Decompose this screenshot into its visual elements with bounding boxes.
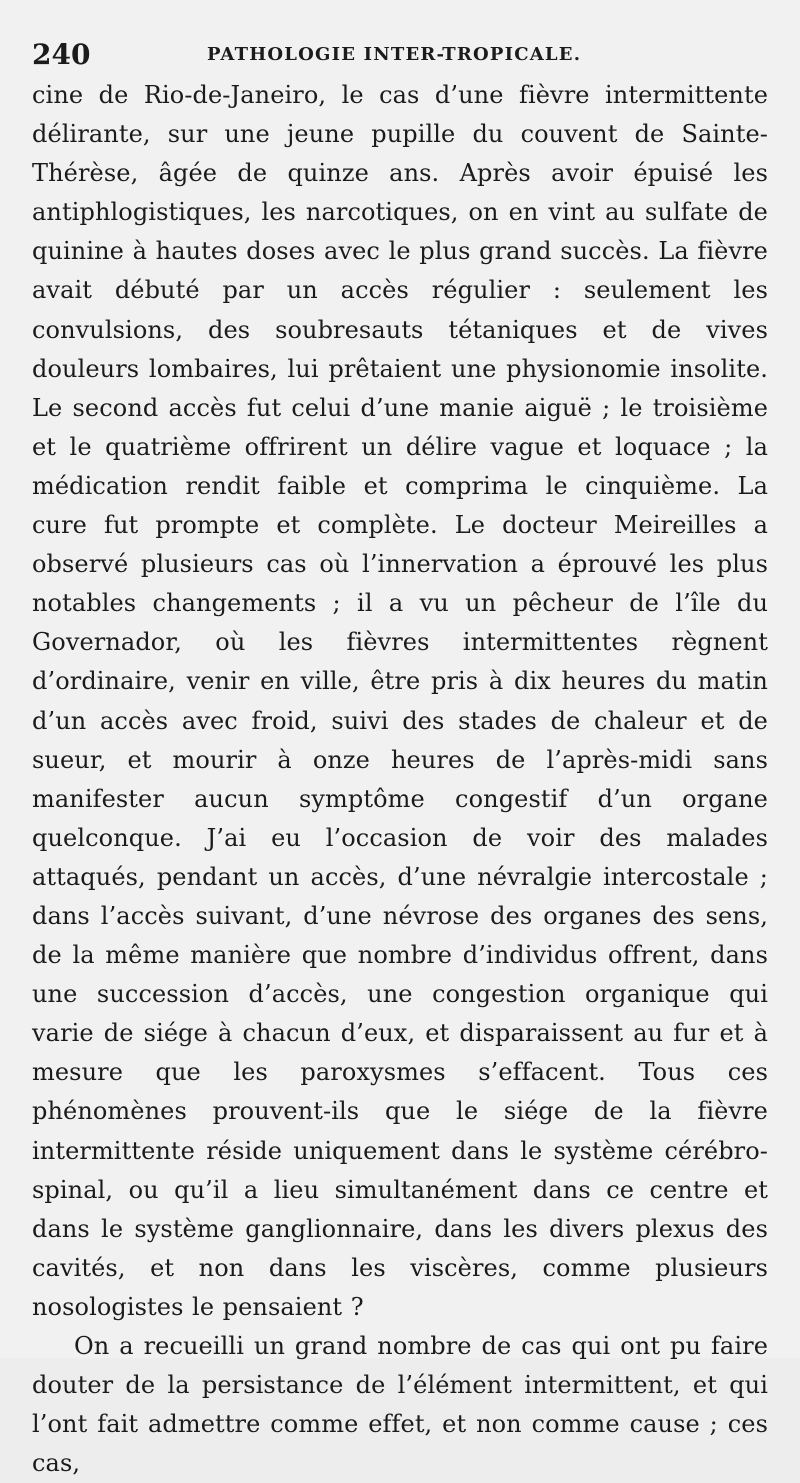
main-text xyxy=(32,76,768,1483)
paragraph-new: On a recueilli un grand nombre de cas qui ont pu faire douter de la persistance de l’élément intermittent, et qui l’ont fait admettre comme effet, et non comme cause ; ces cas, xyxy=(32,1332,768,1478)
page-number: 240 xyxy=(32,38,91,71)
running-title: PATHOLOGIE INTER-TROPICALE. xyxy=(207,44,582,65)
paragraph-continuation: cine de Rio-de-Janeiro, le cas d’une fièvre intermittente délirante, sur une jeune pupille du couvent de Sainte-Thérèse, âgée de quinze ans. Après avoir épuisé les antiphlogistiques, les narcotiques, on en vint au sulfate de quinine à hautes doses avec le plus grand succès. La fièvre avait débuté par un accès régulier : seulement les convulsions, des soubresauts tétaniques et de vives douleurs lombaires, lui prêtaient une physionomie insolite. Le second accès fut celui d’une manie aiguë ; le troisième et le quatrième offrirent un délire vague et loquace ; la médication rendit faible et comprima le cinquième. La cure fut prompte et complète. Le docteur Meireilles a observé plusieurs cas où l’innervation a éprouvé les plus notables changements ; il a vu un pêcheur de l’île du Governador, où les fièvres intermittentes règnent d’ordinaire, venir en ville, être pris à dix heures du matin d’un accès avec froid, suivi des stades de chaleur et de sueur, et mourir à onze heures de l’après-midi sans manifester aucun symptôme congestif d’un organe quelconque. J’ai eu l’occasion de voir des malades attaqués, pendant un accès, d’une névralgie intercostale ; dans l’accès suivant, d’une névrose des organes des sens, de la même manière que nombre d’individus offrent, dans une succession d’accès, une congestion organique qui varie de siége à chacun d’eux, et disparaissent au fur et à mesure que les paroxysmes s’effacent. Tous ces phénomènes prouvent-ils que le siége de la fièvre intermittente réside uniquement dans le système cérébro-spinal, ou qu’il a lieu simultanément dans ce centre et dans le système ganglionnaire, dans les divers plexus des cavités, et non dans les viscères, comme plusieurs nosologistes le pensaient ? xyxy=(32,81,768,1321)
running-head xyxy=(32,38,772,72)
